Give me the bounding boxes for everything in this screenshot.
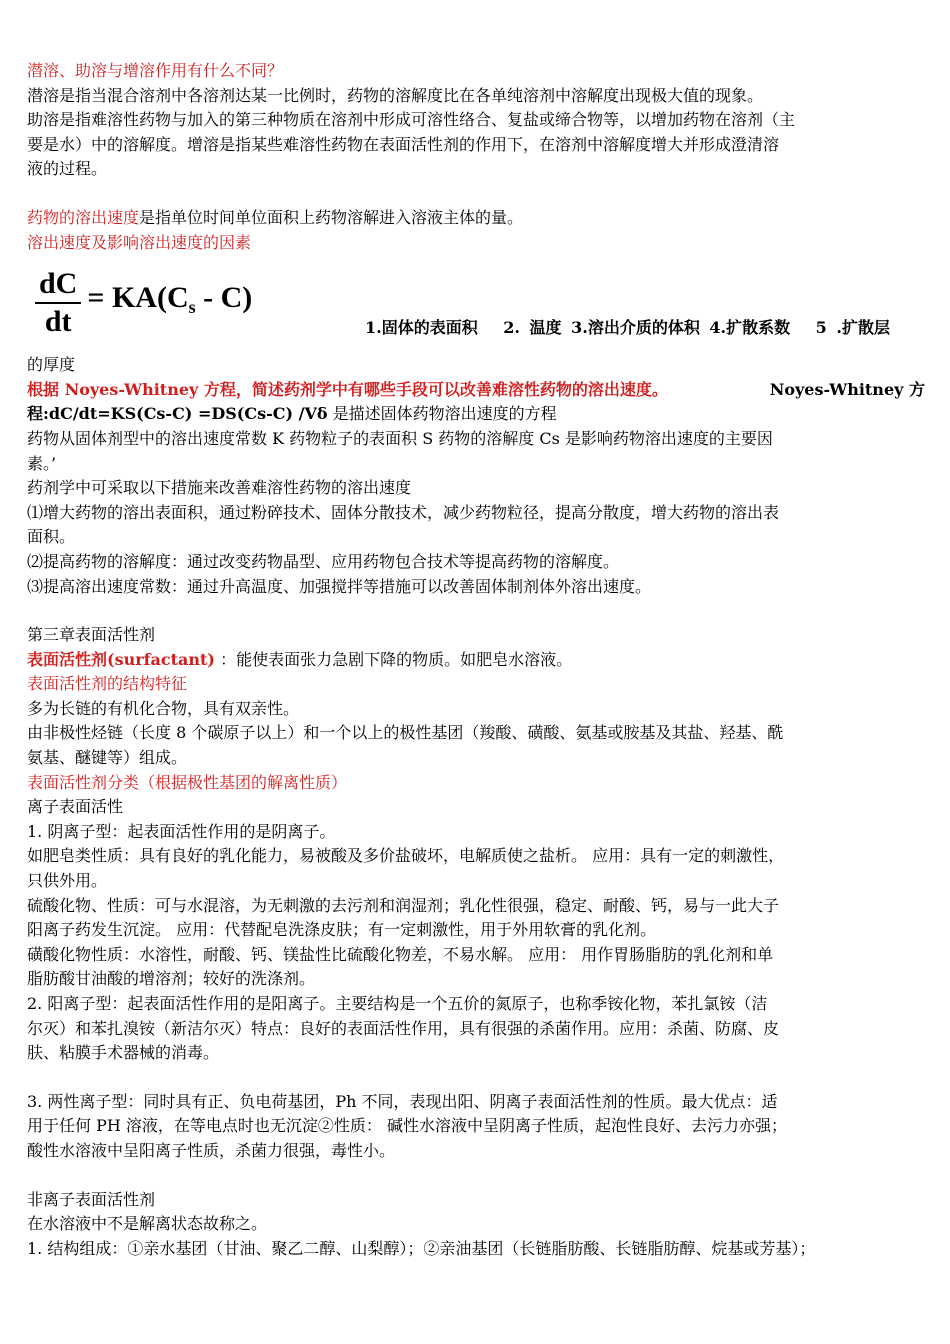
term: 药物的溶出速度 [27,207,140,227]
paragraph-line: 如肥皂类性质：具有良好的乳化能力，易被酸及多价盐破坏，电解质使之盐析。 应用：具有一定的刺激性， [27,846,785,866]
paragraph-line: 酸性水溶液中呈阳离子性质，杀菌力很强，毒性小。 [27,1140,396,1160]
paragraph-line: 多为长链的有机化合物，具有双亲性。 [27,698,300,718]
subsection-title: 非离子表面活性剂 [27,1189,156,1209]
paragraph-line: 药剂学中可采取以下措施来改善难溶性药物的溶出速度 [27,478,412,498]
question-heading: 潜溶、助溶与增溶作用有什么不同？ [27,61,284,80]
paragraph-line: 要是水）中的溶解度。增溶是指某些难溶性药物在表面活性剂的作用下，在溶剂中溶解度增大并形成澄清溶 [27,134,780,154]
chapter-title: 第三章表面活性剂 [27,625,156,645]
formula-numerator: dC [39,267,78,301]
term: 表面活性剂(surfactant) [27,649,215,669]
section-heading: 溶出速度及影响溶出速度的因素 [27,232,252,252]
formula-denominator: dt [44,305,72,339]
paragraph-line: 磺酸化物性质：水溶性，耐酸、钙、镁盐性比硫酸化物差，不易水解。 应用： 用作胃肠脂肪的乳化剂和单 [27,944,774,964]
formula-fraction [35,267,81,339]
definition-text: ：能使表面张力急剧下降的物质。如肥皂水溶液。 [215,649,573,669]
paragraph-line: 只供外用。 [27,871,108,891]
subsection-title: 离子表面活性 [27,797,124,817]
paragraph-line: 2. 阳离子型：起表面活性作用的是阳离子。主要结构是一个五价的氮原子，也称季铵化物，苯扎氯铵（洁 [27,994,768,1013]
formula-rhs-end: - C) [195,281,253,315]
question-line [27,378,925,403]
blank-line [27,1066,925,1090]
blank-line [27,182,925,206]
paragraph-line: 的厚度 [27,355,76,375]
paragraph-line: 在水溶液中不是解离状态故称之。 [27,1214,268,1234]
paragraph-line: 肤、粘膜手术器械的消毒。 [27,1043,220,1063]
paragraph-line: 助溶是指难溶性药物与加入的第三种物质在溶剂中形成可溶性络合、复盐或缔合物等，以增加药物在溶剂（主 [27,110,796,130]
paragraph-line: 用于任何 PH 溶液，在等电点时也无沉淀②性质： 碱性水溶液中呈阴离子性质，起泡性良好、去污力亦强； [27,1116,787,1136]
answer-start: Noyes-Whitney 方 [769,379,925,399]
paragraph-line: 脂肪酸甘油酸的增溶剂；较好的洗涤剂。 [27,969,316,989]
formula-subscript: s [188,297,196,318]
paragraph-line: 1. 阴离子型：起表面活性作用的是阴离子。 [27,821,336,841]
formula-rhs [87,281,253,320]
section-heading: 表面活性剂分类（根据极性基团的解离性质） [27,772,348,792]
blank-line [27,1164,925,1188]
list-item-cont: 面积。 [27,527,76,547]
blank-line [27,599,925,623]
paragraph-line: 液的过程。 [27,159,108,179]
section-heading: 表面活性剂的结构特征 [27,674,188,694]
paragraph-line [27,402,925,427]
paragraph-line: 硫酸化物、性质：可与水混溶，为无刺激的去污剂和润湿剂；乳化性很强，稳定、耐酸、钙，易与一此大子 [27,895,780,915]
formula-rhs-text: = KA(C [87,281,189,315]
paragraph-line: 药物从固体剂型中的溶出速度常数 K 药物粒子的表面积 S 药物的溶解度 Cs 是影响药物溶出速度的主要因 [27,428,773,448]
paragraph-line: 潜溶是指当混合溶剂中各溶剂达某一比例时，药物的溶解度比在各单纯溶剂中溶解度出现极大值的现象。 [27,85,764,105]
factor-list: 1.固体的表面积 2. 温度 3.溶出介质的体积 4.扩散系数 5 .扩散层 [365,318,890,338]
list-item: ⑶提高溶出速度常数：通过升高温度、加强搅拌等措施可以改善固体制剂体外溶出速度。 [27,576,652,596]
paragraph-line: 阳离子药发生沉淀。 应用：代替配皂洗涤皮肤；有一定刺激性，用于外用软膏的乳化剂。 [27,920,657,940]
noyes-whitney-formula [35,267,252,339]
definition-line [27,206,925,231]
paragraph-line: 3. 两性离子型：同时具有正、负电荷基团，Ph 不同，表现出阳、阴离子表面活性剂的性质。最大优点：适 [27,1091,778,1111]
definition-text: 是指单位时间单位面积上药物溶解进入溶液主体的量。 [139,207,524,227]
paragraph-line: 氨基、醚键等）组成。 [27,748,188,768]
fraction-bar [35,302,81,304]
equation-text: 程:dC/dt=KS(Cs-C) =DS(Cs-C) /Vδ [27,404,328,424]
paragraph-line: 由非极性烃链（长度 8 个碳原子以上）和一个以上的极性基团（羧酸、磺酸、氨基或胺基及其盐、羟基、酰 [27,723,784,743]
paragraph-line: 1. 结构组成：①亲水基团（甘油、聚乙二醇、山梨醇）；②亲油基团（长链脂肪酸、长链脂肪醇、烷基或芳基）； [27,1238,816,1258]
paragraph-line: 尔灭）和苯扎溴铵（新洁尔灭）特点：良好的表面活性作用，具有很强的杀菌作用。应用：杀菌、防腐、皮 [27,1018,780,1038]
formula-row [27,255,925,353]
list-item: ⑵提高药物的溶解度：通过改变药物晶型、应用药物包合技术等提高药物的溶解度。 [27,551,620,571]
equation-description: 是描述固体药物溶出速度的方程 [327,404,557,424]
list-item: ⑴增大药物的溶出表面积，通过粉碎技术、固体分散技术，减少药物粒径，提高分散度，增大药物的溶出表 [27,502,780,522]
question-text: 根据 Noyes-Whitney 方程，简述药剂学中有哪些手段可以改善难溶性药物的溶出速度。 [27,379,668,399]
paragraph-line: 素。’ [27,453,57,473]
definition-line [27,648,925,673]
